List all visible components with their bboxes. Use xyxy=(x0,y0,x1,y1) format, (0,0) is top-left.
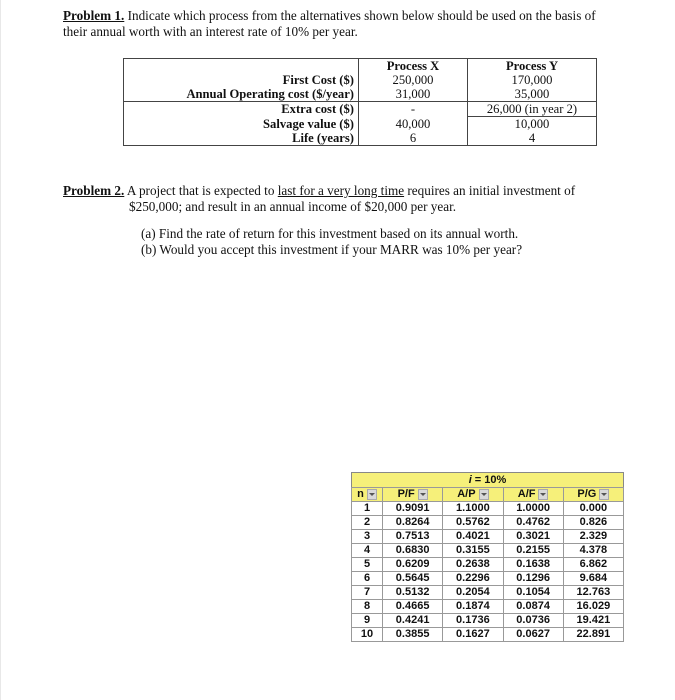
interest-table-title xyxy=(351,472,624,487)
factor-cell: 0.2155 xyxy=(503,544,563,558)
table-row xyxy=(352,530,624,544)
cell-x: 6 xyxy=(359,131,468,146)
cell-y: 4 xyxy=(468,131,597,146)
factor-cell: 1.1000 xyxy=(443,502,503,516)
cell-y: 35,000 xyxy=(468,87,597,102)
filter-dropdown-icon[interactable] xyxy=(538,489,548,500)
factor-cell: 0.9091 xyxy=(383,502,443,516)
factor-cell: 0.4762 xyxy=(503,516,563,530)
table-row xyxy=(352,614,624,628)
factor-cell: 0.4665 xyxy=(383,600,443,614)
problem-2-underlined: last for a very long time xyxy=(277,183,405,198)
cell-x: 250,000 xyxy=(359,73,468,87)
header-process-y: Process Y xyxy=(468,59,597,74)
table-row xyxy=(352,628,624,642)
column-header-label: n xyxy=(357,488,364,500)
factor-cell: 0.1638 xyxy=(503,558,563,572)
table-row xyxy=(352,544,624,558)
column-header-label: P/F xyxy=(397,488,415,500)
column-header-label: P/G xyxy=(577,488,597,500)
problem-1-label: Problem 1. xyxy=(63,8,125,23)
column-header-label: A/F xyxy=(517,488,536,500)
factor-cell: 0.6209 xyxy=(383,558,443,572)
filter-dropdown-icon[interactable] xyxy=(479,489,489,500)
factor-cell: 1.0000 xyxy=(503,502,563,516)
factor-cell: 0.2296 xyxy=(443,572,503,586)
column-header-label: A/P xyxy=(457,488,476,500)
period-cell: 7 xyxy=(352,586,383,600)
factor-cell: 22.891 xyxy=(563,628,623,642)
row-label: First Cost ($) xyxy=(124,73,359,87)
interest-factor-table xyxy=(351,472,624,642)
cell-y: 10,000 xyxy=(468,117,597,132)
factor-cell: 0.3855 xyxy=(383,628,443,642)
table-row xyxy=(352,600,624,614)
period-cell: 10 xyxy=(352,628,383,642)
column-header-a-f[interactable] xyxy=(503,488,563,502)
factor-cell: 0.4021 xyxy=(443,530,503,544)
table-row xyxy=(352,558,624,572)
header-blank xyxy=(124,59,359,74)
factor-cell: 0.6830 xyxy=(383,544,443,558)
table-row xyxy=(352,502,624,516)
row-label: Extra cost ($) xyxy=(124,102,359,117)
filter-dropdown-icon[interactable] xyxy=(418,489,428,500)
filter-dropdown-icon[interactable] xyxy=(599,489,609,500)
interest-rate: = 10% xyxy=(471,474,507,486)
problem-2-text-b: requires an initial investment of xyxy=(404,183,576,198)
table-row xyxy=(124,117,597,132)
filter-dropdown-icon[interactable] xyxy=(367,489,377,500)
column-header-p-f[interactable] xyxy=(383,488,443,502)
interest-table-header xyxy=(352,488,624,502)
process-table xyxy=(123,58,597,146)
period-cell: 5 xyxy=(352,558,383,572)
factor-cell: 0.3021 xyxy=(503,530,563,544)
problem-1-text-line2: their annual worth with an interest rate of 10% per year. xyxy=(63,24,358,39)
question-b: (b) Would you accept this investment if your MARR was 10% per year? xyxy=(141,242,523,257)
row-label: Salvage value ($) xyxy=(124,117,359,132)
factor-cell: 4.378 xyxy=(563,544,623,558)
factor-cell: 0.5132 xyxy=(383,586,443,600)
factor-cell: 0.1296 xyxy=(503,572,563,586)
factor-cell: 0.0627 xyxy=(503,628,563,642)
problem-2-text-line2: $250,000; and result in an annual income of $20,000 per year. xyxy=(129,199,457,214)
period-cell: 6 xyxy=(352,572,383,586)
row-label: Annual Operating cost ($/year) xyxy=(124,87,359,102)
interest-rates-grid xyxy=(351,487,624,642)
cell-x: - xyxy=(359,102,468,117)
table-row xyxy=(352,572,624,586)
problem-2 xyxy=(63,183,623,215)
factor-cell: 0.000 xyxy=(563,502,623,516)
factor-cell: 0.1736 xyxy=(443,614,503,628)
cell-y: 170,000 xyxy=(468,73,597,87)
problem-1-text-line1: Indicate which process from the alternatives shown below should be used on the basis of xyxy=(124,8,596,23)
question-a: (a) Find the rate of return for this investment based on its annual worth. xyxy=(141,226,519,241)
header-process-x: Process X xyxy=(359,59,468,74)
problem-2-text-a: A project that is expected to xyxy=(124,183,278,198)
cell-x: 31,000 xyxy=(359,87,468,102)
factor-cell: 0.0736 xyxy=(503,614,563,628)
factor-cell: 0.5645 xyxy=(383,572,443,586)
problem-1 xyxy=(63,8,623,40)
factor-cell: 0.5762 xyxy=(443,516,503,530)
factor-cell: 0.826 xyxy=(563,516,623,530)
factor-cell: 0.7513 xyxy=(383,530,443,544)
factor-cell: 6.862 xyxy=(563,558,623,572)
cell-x: 40,000 xyxy=(359,117,468,132)
factor-cell: 2.329 xyxy=(563,530,623,544)
factor-cell: 16.029 xyxy=(563,600,623,614)
factor-cell: 0.1054 xyxy=(503,586,563,600)
factor-cell: 12.763 xyxy=(563,586,623,600)
column-header-p-g[interactable] xyxy=(563,488,623,502)
problem-2-label: Problem 2. xyxy=(63,183,125,198)
factor-cell: 9.684 xyxy=(563,572,623,586)
factor-cell: 19.421 xyxy=(563,614,623,628)
table-row xyxy=(124,102,597,117)
row-label: Life (years) xyxy=(124,131,359,146)
problem-2-questions xyxy=(141,226,621,258)
factor-cell: 0.8264 xyxy=(383,516,443,530)
column-header-n[interactable] xyxy=(352,488,383,502)
table-row xyxy=(124,73,597,87)
factor-cell: 0.1627 xyxy=(443,628,503,642)
factor-cell: 0.2638 xyxy=(443,558,503,572)
period-cell: 8 xyxy=(352,600,383,614)
table-row xyxy=(124,131,597,146)
interest-symbol: i xyxy=(468,474,472,486)
period-cell: 9 xyxy=(352,614,383,628)
period-cell: 3 xyxy=(352,530,383,544)
factor-cell: 0.1874 xyxy=(443,600,503,614)
cell-y: 26,000 (in year 2) xyxy=(468,102,597,117)
factor-cell: 0.4241 xyxy=(383,614,443,628)
column-header-a-p[interactable] xyxy=(443,488,503,502)
table-row xyxy=(352,516,624,530)
process-table-header xyxy=(124,59,597,74)
period-cell: 4 xyxy=(352,544,383,558)
factor-cell: 0.3155 xyxy=(443,544,503,558)
table-row xyxy=(124,87,597,102)
interest-table-body xyxy=(352,502,624,642)
period-cell: 2 xyxy=(352,516,383,530)
factor-cell: 0.2054 xyxy=(443,586,503,600)
factor-cell: 0.0874 xyxy=(503,600,563,614)
table-row xyxy=(352,586,624,600)
period-cell: 1 xyxy=(352,502,383,516)
